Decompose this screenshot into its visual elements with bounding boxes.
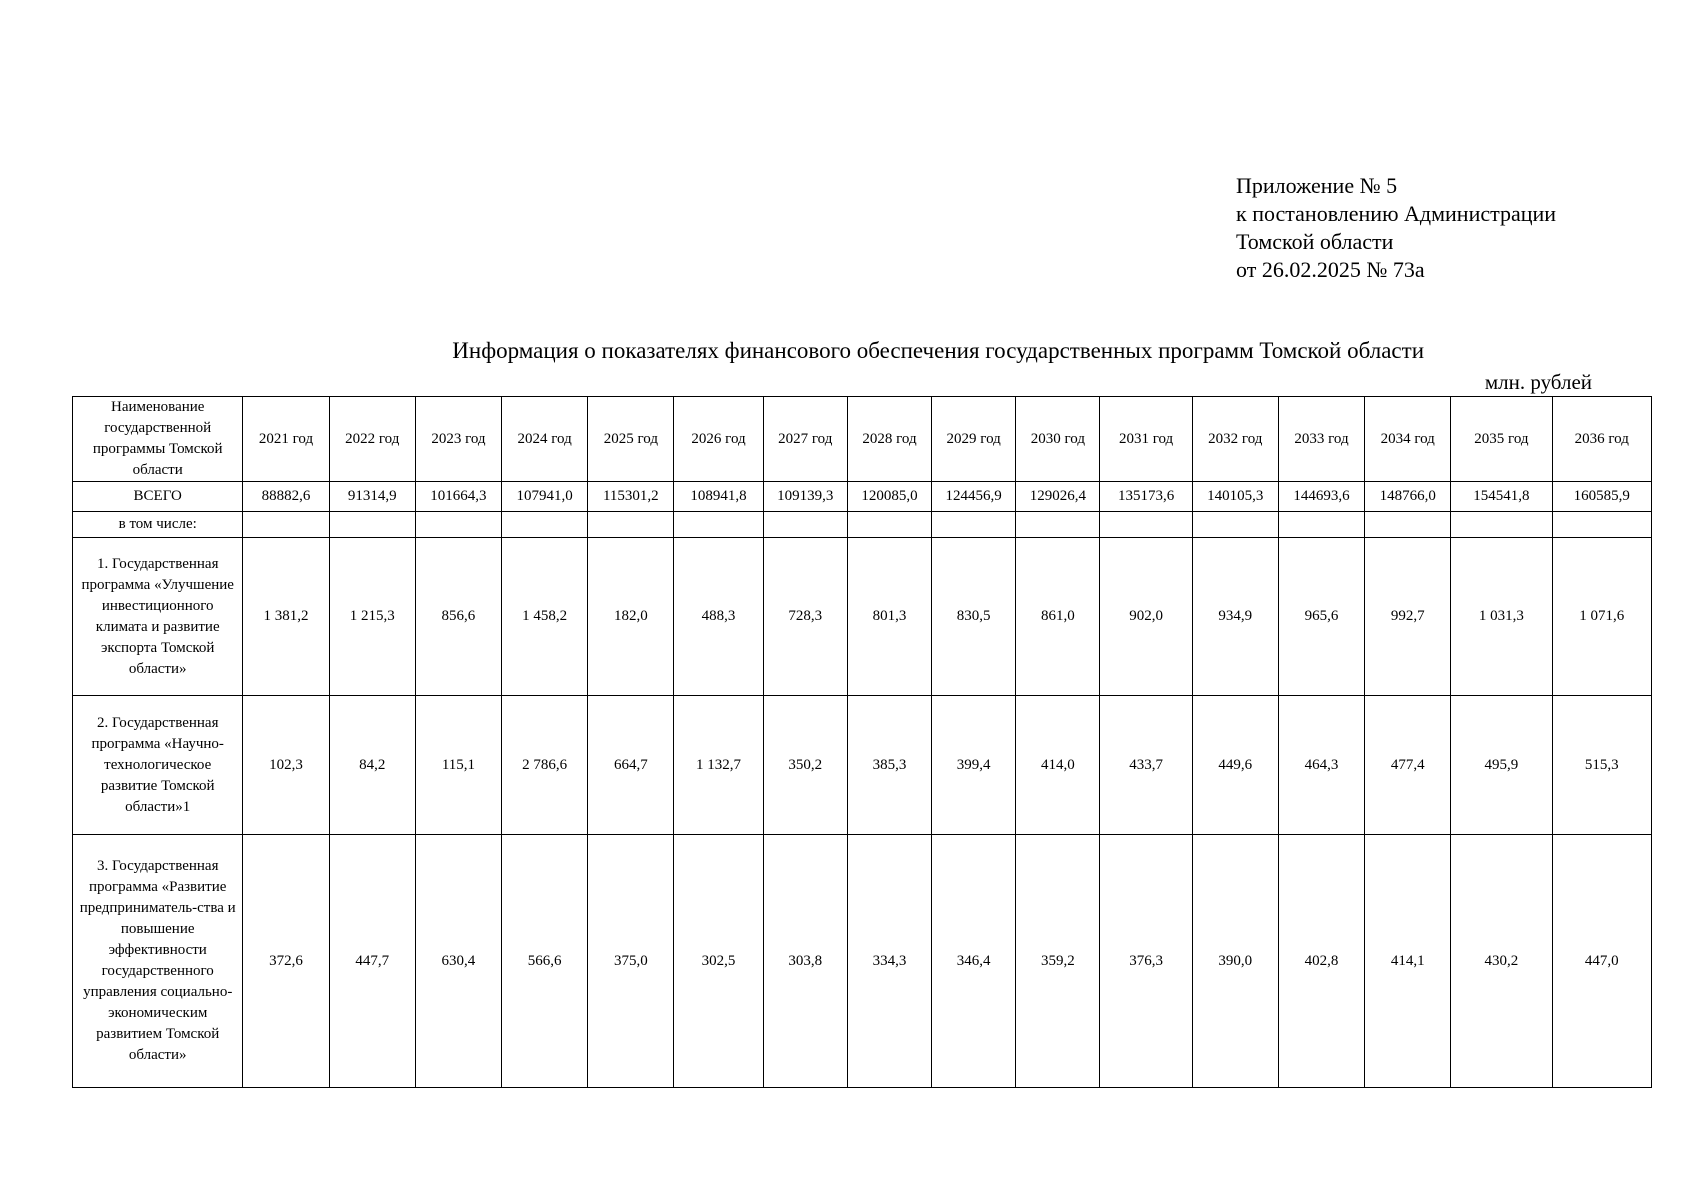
program-value: 359,2 <box>1016 835 1100 1088</box>
total-value: 88882,6 <box>243 482 329 512</box>
program-value: 414,1 <box>1365 835 1451 1088</box>
total-value: 124456,9 <box>932 482 1016 512</box>
total-value: 109139,3 <box>763 482 847 512</box>
program-value: 414,0 <box>1016 696 1100 835</box>
program-value: 402,8 <box>1278 835 1364 1088</box>
total-value: 140105,3 <box>1192 482 1278 512</box>
empty-cell <box>932 512 1016 538</box>
program-name: 1. Государственная программа «Улучшение инвестиционного климата и развитие экспорта Томской области» <box>73 538 243 696</box>
header-year: 2035 год <box>1451 397 1552 482</box>
empty-cell <box>1451 512 1552 538</box>
table-row <box>73 538 1652 696</box>
total-value: 107941,0 <box>502 482 588 512</box>
program-value: 302,5 <box>674 835 763 1088</box>
program-value: 433,7 <box>1100 696 1192 835</box>
empty-cell <box>1552 512 1651 538</box>
header-year: 2036 год <box>1552 397 1651 482</box>
program-value: 447,7 <box>329 835 415 1088</box>
program-value: 350,2 <box>763 696 847 835</box>
program-value: 1 458,2 <box>502 538 588 696</box>
empty-cell <box>588 512 674 538</box>
program-value: 566,6 <box>502 835 588 1088</box>
empty-cell <box>1365 512 1451 538</box>
program-value: 372,6 <box>243 835 329 1088</box>
empty-cell <box>502 512 588 538</box>
program-value: 375,0 <box>588 835 674 1088</box>
total-value: 101664,3 <box>415 482 501 512</box>
empty-cell <box>243 512 329 538</box>
program-value: 385,3 <box>847 696 931 835</box>
total-value: 91314,9 <box>329 482 415 512</box>
total-row <box>73 482 1652 512</box>
appendix-line-2: к постановлению Администрации <box>1236 201 1557 226</box>
header-year: 2034 год <box>1365 397 1451 482</box>
program-value: 1 215,3 <box>329 538 415 696</box>
program-value: 664,7 <box>588 696 674 835</box>
program-value: 1 381,2 <box>243 538 329 696</box>
empty-cell <box>847 512 931 538</box>
header-row <box>73 397 1652 482</box>
total-label: ВСЕГО <box>73 482 243 512</box>
program-value: 2 786,6 <box>502 696 588 835</box>
empty-cell <box>415 512 501 538</box>
including-label: в том числе: <box>73 512 243 538</box>
program-value: 801,3 <box>847 538 931 696</box>
appendix-line-4: от 26.02.2025 № 73а <box>1236 257 1425 282</box>
header-year: 2021 год <box>243 397 329 482</box>
program-value: 495,9 <box>1451 696 1552 835</box>
empty-cell <box>1278 512 1364 538</box>
header-year: 2023 год <box>415 397 501 482</box>
program-value: 830,5 <box>932 538 1016 696</box>
units-label: млн. рублей <box>1484 370 1592 394</box>
program-value: 728,3 <box>763 538 847 696</box>
document-title: Информация о показателях финансового обеспечения государственных программ Томской области <box>452 338 1424 363</box>
program-value: 430,2 <box>1451 835 1552 1088</box>
total-value: 108941,8 <box>674 482 763 512</box>
total-value: 144693,6 <box>1278 482 1364 512</box>
header-year: 2024 год <box>502 397 588 482</box>
program-value: 630,4 <box>415 835 501 1088</box>
program-value: 115,1 <box>415 696 501 835</box>
header-program-name: Наименование государственной программы Томской области <box>73 397 243 482</box>
empty-cell <box>674 512 763 538</box>
total-value: 129026,4 <box>1016 482 1100 512</box>
program-value: 376,3 <box>1100 835 1192 1088</box>
table-row <box>73 835 1652 1088</box>
program-value: 449,6 <box>1192 696 1278 835</box>
program-value: 1 031,3 <box>1451 538 1552 696</box>
total-value: 154541,8 <box>1451 482 1552 512</box>
header-year: 2029 год <box>932 397 1016 482</box>
header-year: 2026 год <box>674 397 763 482</box>
program-value: 992,7 <box>1365 538 1451 696</box>
program-value: 856,6 <box>415 538 501 696</box>
total-value: 148766,0 <box>1365 482 1451 512</box>
program-value: 861,0 <box>1016 538 1100 696</box>
table-row <box>73 696 1652 835</box>
program-value: 477,4 <box>1365 696 1451 835</box>
program-value: 1 071,6 <box>1552 538 1651 696</box>
program-value: 1 132,7 <box>674 696 763 835</box>
program-value: 346,4 <box>932 835 1016 1088</box>
header-year: 2022 год <box>329 397 415 482</box>
empty-cell <box>1100 512 1192 538</box>
program-value: 934,9 <box>1192 538 1278 696</box>
header-year: 2032 год <box>1192 397 1278 482</box>
header-year: 2031 год <box>1100 397 1192 482</box>
header-year: 2025 год <box>588 397 674 482</box>
total-value: 120085,0 <box>847 482 931 512</box>
program-value: 965,6 <box>1278 538 1364 696</box>
including-row <box>73 512 1652 538</box>
program-value: 182,0 <box>588 538 674 696</box>
program-value: 488,3 <box>674 538 763 696</box>
program-value: 303,8 <box>763 835 847 1088</box>
financial-table <box>72 396 1652 1088</box>
program-value: 334,3 <box>847 835 931 1088</box>
program-value: 102,3 <box>243 696 329 835</box>
program-name: 3. Государственная программа «Развитие предприниматель-ства и повышение эффективности государственного управления социально-экономическим развитием Томской области» <box>73 835 243 1088</box>
appendix-block <box>1236 172 1556 284</box>
program-value: 399,4 <box>932 696 1016 835</box>
program-value: 447,0 <box>1552 835 1651 1088</box>
header-year: 2027 год <box>763 397 847 482</box>
empty-cell <box>1192 512 1278 538</box>
header-year: 2033 год <box>1278 397 1364 482</box>
program-value: 902,0 <box>1100 538 1192 696</box>
header-year: 2028 год <box>847 397 931 482</box>
empty-cell <box>763 512 847 538</box>
program-value: 84,2 <box>329 696 415 835</box>
header-year: 2030 год <box>1016 397 1100 482</box>
appendix-line-3: Томской области <box>1236 229 1394 254</box>
total-value: 160585,9 <box>1552 482 1651 512</box>
appendix-line-1: Приложение № 5 <box>1236 173 1398 198</box>
empty-cell <box>329 512 415 538</box>
total-value: 115301,2 <box>588 482 674 512</box>
total-value: 135173,6 <box>1100 482 1192 512</box>
program-value: 390,0 <box>1192 835 1278 1088</box>
program-value: 464,3 <box>1278 696 1364 835</box>
program-name: 2. Государственная программа «Научно-технологическое развитие Томской области»1 <box>73 696 243 835</box>
empty-cell <box>1016 512 1100 538</box>
program-value: 515,3 <box>1552 696 1651 835</box>
